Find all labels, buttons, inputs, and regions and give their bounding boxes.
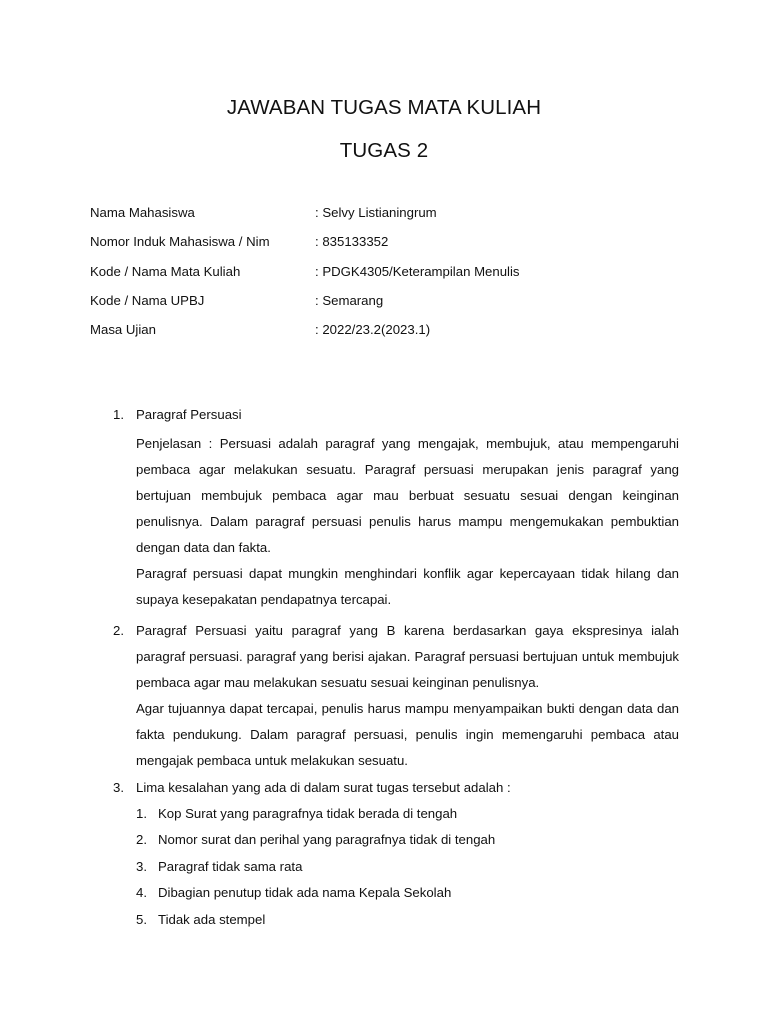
sub-item-number: 4. bbox=[136, 885, 147, 901]
answer-item-1 bbox=[113, 405, 679, 613]
sub-item-text: Paragraf tidak sama rata bbox=[158, 858, 303, 874]
info-label: Kode / Nama Mata Kuliah bbox=[90, 263, 241, 279]
sub-item-number: 5. bbox=[136, 911, 147, 927]
info-row-exam-period bbox=[90, 321, 690, 350]
info-label: Nomor Induk Mahasiswa / Nim bbox=[90, 234, 270, 250]
item-paragraph: Paragraf persuasi dapat mungkin menghindari konflik agar kepercayaan tidak hilang dan supaya kesepakatan pendapatnya tercapai. bbox=[136, 566, 679, 607]
info-row-name bbox=[90, 204, 690, 233]
answers-list bbox=[113, 405, 679, 936]
item-number: 2. bbox=[113, 623, 124, 638]
sub-item-text: Tidak ada stempel bbox=[158, 911, 266, 927]
info-label: Kode / Nama UPBJ bbox=[90, 292, 205, 308]
answer-item-2 bbox=[113, 618, 679, 774]
student-info-table bbox=[90, 204, 690, 350]
item-heading: Lima kesalahan yang ada di dalam surat tugas tersebut adalah : bbox=[136, 780, 511, 795]
item-paragraph: Paragraf Persuasi yaitu paragraf yang B karena berdasarkan gaya ekspresinya ialah paragraf persuasi. paragraf yang berisi ajakan. Paragraf persuasi bertujuan untuk membujuk pembaca agar mau melakukan sesuatu sesuai keinginan penulisnya. bbox=[136, 623, 679, 690]
info-label: Nama Mahasiswa bbox=[90, 205, 195, 220]
info-value: : 2022/23.2(2023.1) bbox=[315, 322, 431, 338]
sub-list-item bbox=[136, 910, 679, 936]
document-subtitle: TUGAS 2 bbox=[339, 139, 429, 162]
info-row-nim bbox=[90, 233, 690, 262]
info-value: : Semarang bbox=[315, 292, 384, 308]
item-paragraph: Agar tujuannya dapat tercapai, penulis harus mampu menyampaikan bukti dengan data dan fakta pendukung. Dalam paragraf persuasi, penulis ingin memengaruhi pembaca atau mengajak pembaca untuk melakukan sesuatu. bbox=[136, 701, 679, 768]
info-row-upbj bbox=[90, 292, 690, 321]
info-value: : Selvy Listianingrum bbox=[315, 205, 437, 220]
info-value: : PDGK4305/Keterampilan Menulis bbox=[315, 263, 520, 279]
info-value: : 835133352 bbox=[315, 234, 389, 250]
item-number: 1. bbox=[113, 407, 124, 422]
sub-item-text: Dibagian penutup tidak ada nama Kepala Sekolah bbox=[158, 885, 452, 901]
item-number: 3. bbox=[113, 780, 124, 795]
sub-list-item bbox=[136, 804, 679, 830]
sub-list bbox=[136, 804, 679, 936]
sub-item-text: Kop Surat yang paragrafnya tidak berada di tengah bbox=[158, 806, 458, 821]
sub-list-item bbox=[136, 830, 679, 856]
sub-item-text: Nomor surat dan perihal yang paragrafnya tidak di tengah bbox=[158, 832, 496, 848]
sub-list-item bbox=[136, 883, 679, 909]
sub-item-number: 3. bbox=[136, 858, 147, 874]
info-label: Masa Ujian bbox=[90, 322, 156, 338]
sub-item-number: 1. bbox=[136, 806, 147, 821]
answer-item-3 bbox=[113, 778, 679, 936]
info-row-course bbox=[90, 263, 690, 292]
item-paragraph: Penjelasan : Persuasi adalah paragraf yang mengajak, membujuk, atau mempengaruhi pembaca agar melakukan sesuatu. Paragraf persuasi merupakan jenis paragraf yang bertujuan membujuk pembaca agar mau berbuat sesuatu sesuai dengan keinginan penulisnya. Dalam paragraf persuasi penulis harus mampu mengemukakan pembuktian dengan data dan fakta. bbox=[136, 436, 679, 555]
item-heading: Paragraf Persuasi bbox=[136, 407, 242, 422]
sub-item-number: 2. bbox=[136, 832, 147, 848]
sub-list-item bbox=[136, 857, 679, 883]
document-title: JAWABAN TUGAS MATA KULIAH bbox=[226, 96, 542, 119]
